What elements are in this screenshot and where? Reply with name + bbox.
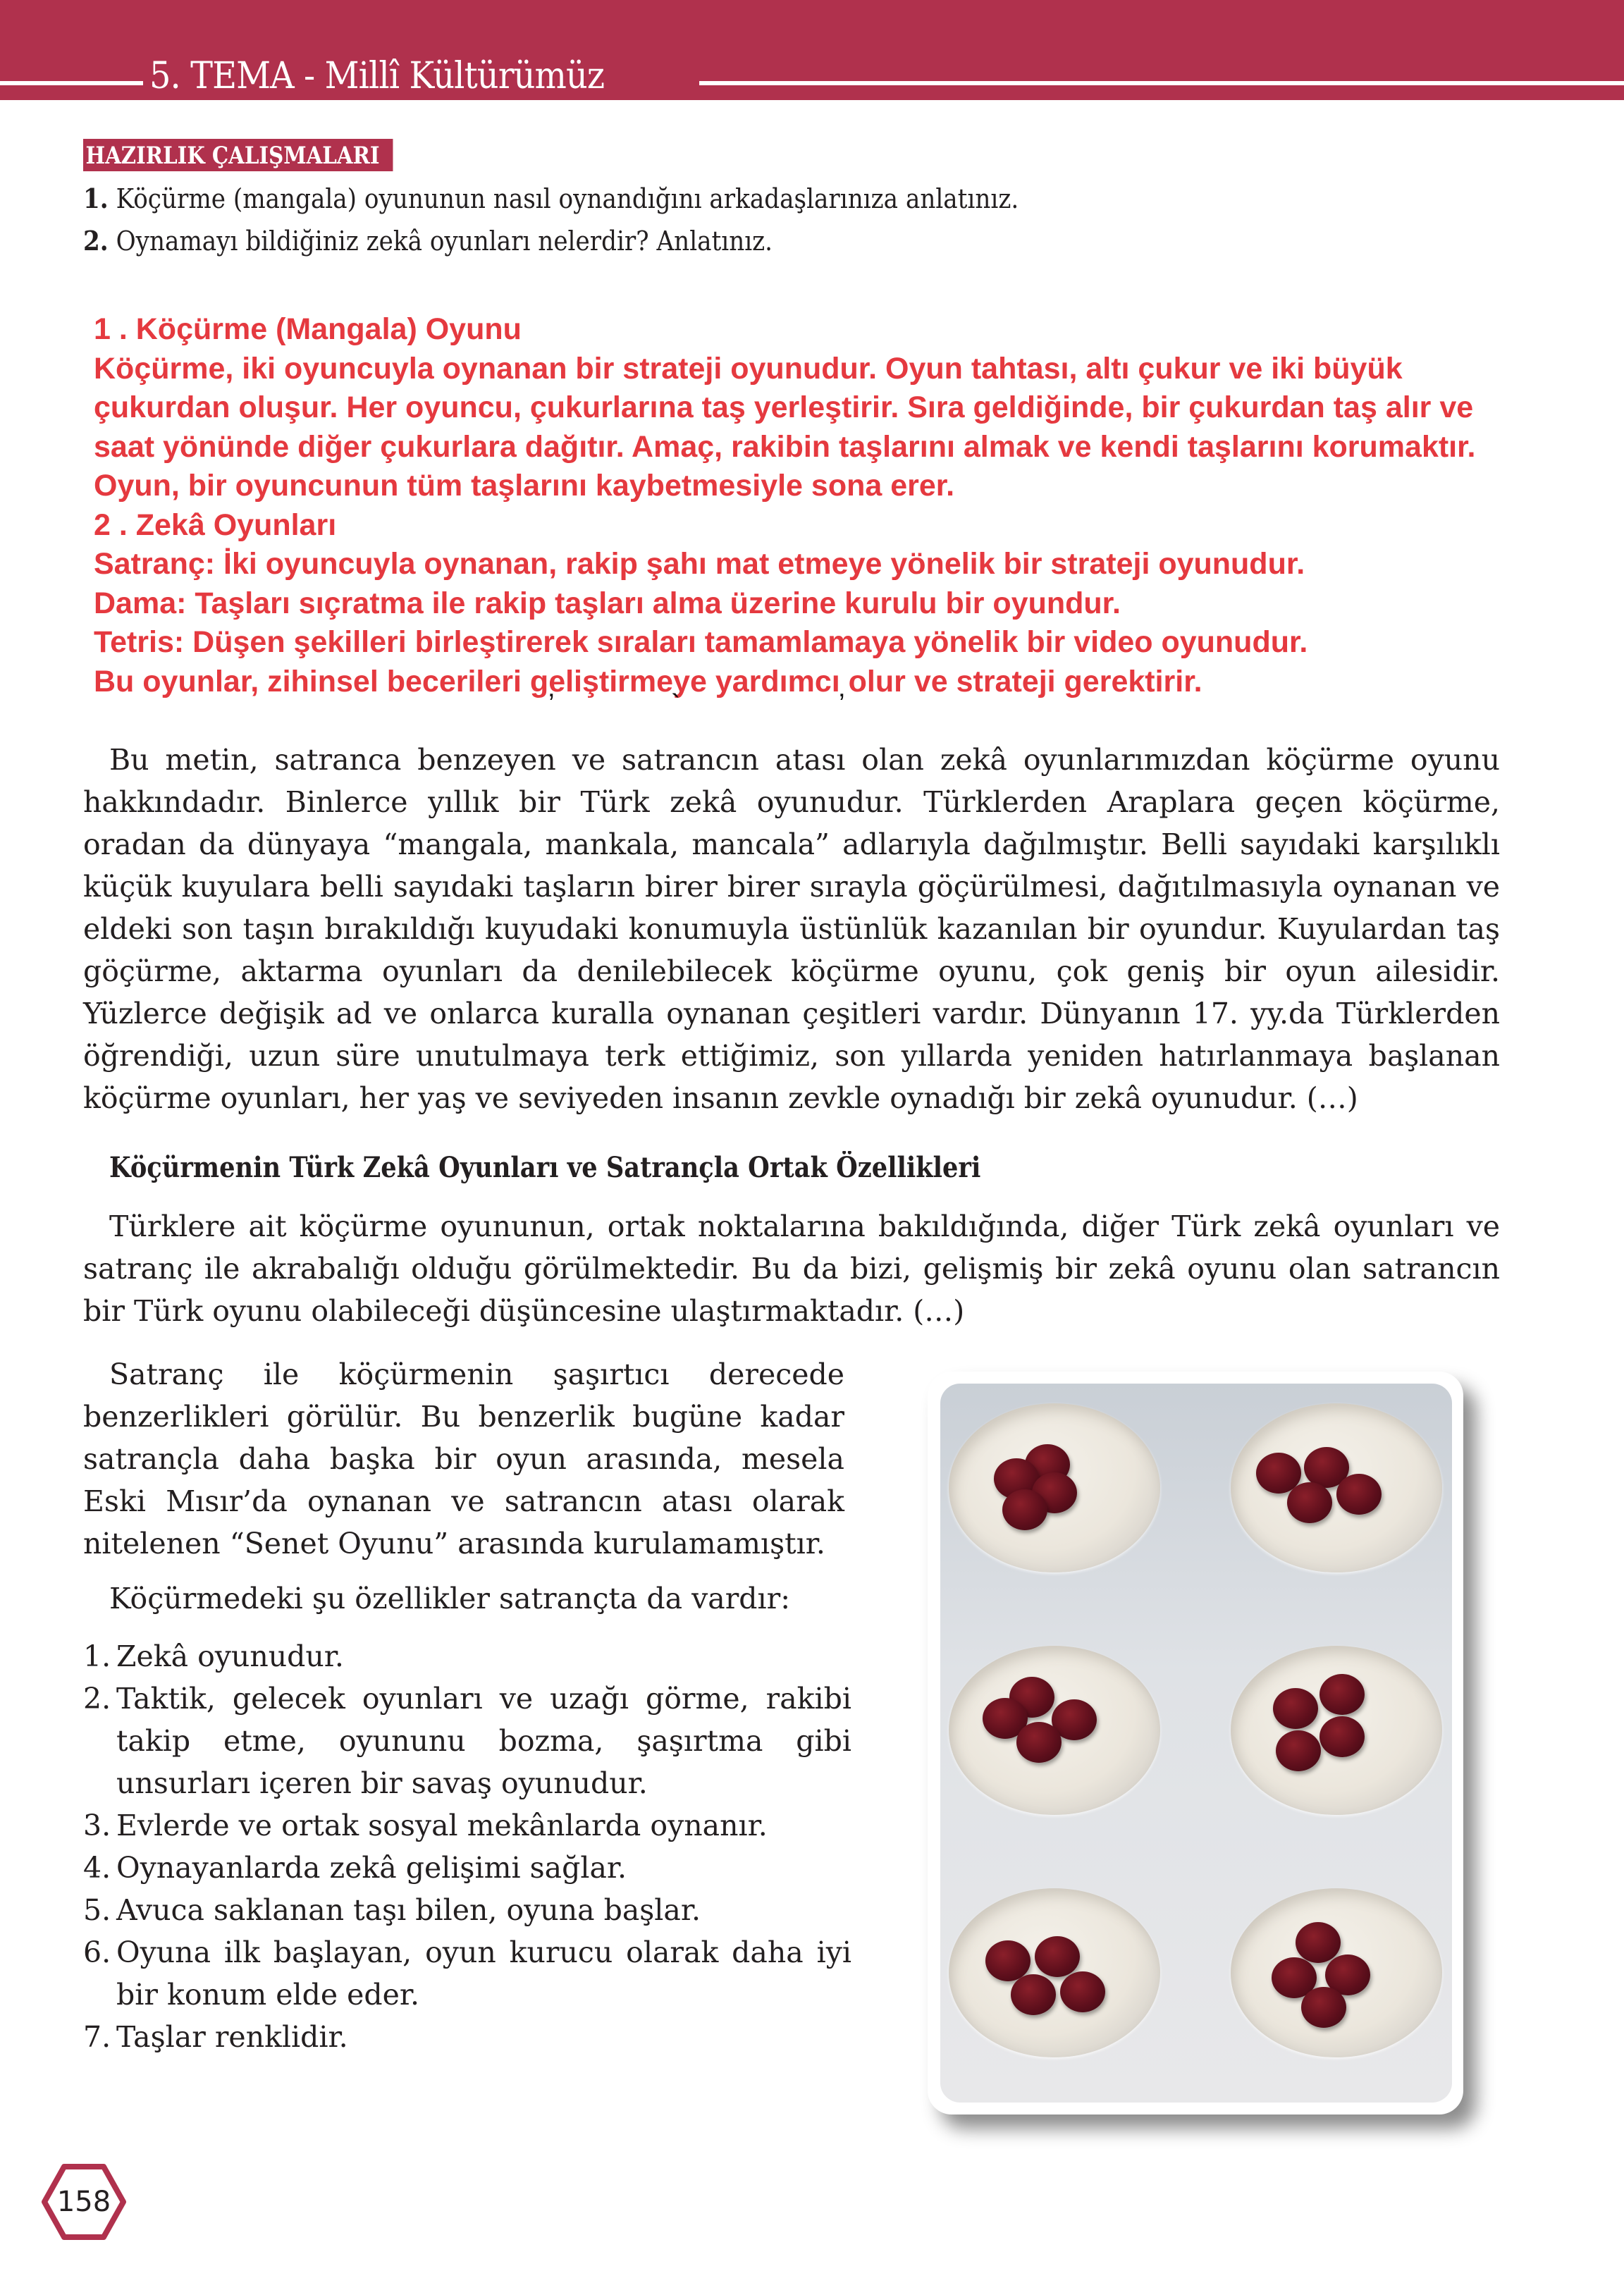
question-number: 2.	[83, 225, 109, 257]
section-heading: Köçürmenin Türk Zekâ Oyunları ve Satrançla Ortak Özellikleri	[109, 1151, 981, 1184]
preparation-question	[83, 220, 1019, 262]
feature-text: Oynayanlarda zekâ gelişimi sağlar.	[116, 1851, 627, 1885]
stone	[1035, 1936, 1080, 1977]
stone	[1287, 1482, 1332, 1523]
stone	[1320, 1716, 1365, 1757]
glyph-fragment: ʼ	[839, 689, 845, 720]
features-list	[83, 1635, 851, 2058]
stone	[1060, 1971, 1105, 2012]
feature-item	[83, 1635, 851, 1678]
stone	[1320, 1674, 1365, 1715]
answer-line: Dama: Taşları sıçratma ile rakip taşları alma üzerine kurulu bir oyundur.	[94, 586, 1121, 620]
answer-line: çukurdan oluşur. Her oyuncu, çukurlarına taş yerleştirir. Sıra geldiğinde, bir çukurdan taş alır ve	[94, 390, 1474, 424]
feature-item	[83, 1804, 851, 1847]
feature-text: Taktik, gelecek oyunları ve uzağı görme, rakibi takip etme, oyununu bozma, şaşırtma gibi unsurları içeren bir savaş oyunudur.	[116, 1682, 851, 1800]
feature-text: Taşlar renklidir.	[116, 2020, 348, 2054]
board-pit	[1231, 1888, 1442, 2057]
body-paragraph: Satranç ile köçürmenin şaşırtıcı derecede benzerlikleri görülür. Bu benzerlik bugüne kadar satrançla daha başka bir oyun arasında, mesela Eski Mısır’da oynanan ve satrancın atası olarak nitelenen “Senet Oyunu” arasında kurulamamıştır.	[83, 1358, 844, 1560]
chapter-title: 5. TEMA - Millî Kültürümüz	[149, 55, 605, 97]
preparation-questions	[83, 178, 1019, 262]
answer-line: saat yönünde diğer çukurlara dağıtır. Amaç, rakibin taşlarını almak ve kendi taşlarını korumaktır.	[94, 429, 1476, 464]
body-paragraph: Türklere ait köçürme oyununun, ortak noktalarına bakıldığında, diğer Türk zekâ oyunları ve satranç ile akrabalığı olduğu görülmektedir. Bu da bizi, gelişmiş bir zekâ oyunu olan satrancın bir Türk oyunu olabileceği düşüncesine ulaştırmaktadır. (…)	[83, 1209, 1500, 1328]
answer-heading: 2 . Zekâ Oyunları	[94, 507, 337, 542]
question-text: Oynamayı bildiğiniz zekâ oyunları nelerdir? Anlatınız.	[116, 226, 773, 257]
board-pit	[949, 1888, 1160, 2057]
stone	[1016, 1722, 1062, 1763]
glyph-fragment: `	[671, 689, 681, 720]
answer-line: Satranç: İki oyuncuyla oynanan, rakip şahı mat etmeye yönelik bir strateji oyunudur.	[94, 547, 1305, 581]
answer-block	[94, 310, 1609, 701]
preparation-label: HAZIRLIK ÇALIŞMALARI	[83, 139, 393, 171]
feature-number: 3.	[83, 1809, 111, 1842]
board-pit	[949, 1646, 1160, 1815]
stone	[1301, 1987, 1346, 2028]
header-rule-left	[0, 81, 143, 85]
answer-heading: 1 . Köçürme (Mangala) Oyunu	[94, 312, 522, 346]
stone	[985, 1940, 1031, 1981]
stone	[1011, 1974, 1056, 2015]
feature-text: Oyuna ilk başlayan, oyun kurucu olarak daha iyi bir konum elde eder.	[116, 1935, 851, 2012]
answer-line: Bu oyunlar, zihinsel becerileri geliştirmeye yardımcı olur ve strateji gerektirir.	[94, 664, 1202, 698]
page-number-badge	[40, 2162, 128, 2241]
feature-text: Avuca saklanan taşı bilen, oyuna başlar.	[116, 1893, 701, 1927]
glyph-fragment: ʼ	[548, 689, 555, 720]
list-intro: Köçürmedeki şu özellikler satrançta da vardır:	[109, 1582, 791, 1615]
stone	[1296, 1922, 1341, 1963]
feature-number: 5.	[83, 1893, 111, 1927]
stone	[1002, 1489, 1047, 1530]
photo-frame	[928, 1372, 1463, 2114]
question-number: 1.	[83, 183, 109, 214]
page-number: 158	[56, 2186, 111, 2218]
feature-item	[83, 1678, 851, 1804]
answer-line: Oyun, bir oyuncunun tüm taşlarını kaybetmesiyle sona erer.	[94, 469, 955, 503]
stone	[1273, 1688, 1318, 1729]
feature-item	[83, 1889, 851, 1931]
board-pit	[949, 1403, 1160, 1572]
board-pit	[1231, 1403, 1442, 1572]
answer-line: Tetris: Düşen şekilleri birleştirerek sıraları tamamlamaya yönelik bir video oyunudur.	[94, 625, 1308, 659]
body-paragraph: Bu metin, satranca benzeyen ve satrancın atası olan zekâ oyunlarımızdan köçürme oyunu hakkındadır. Binlerce yıllık bir Türk zekâ oyunudur. Türklerden Araplara geçen köçürme, oradan da dünyaya “mangala, mankala, mancala” adlarıyla dağılmıştır. Belli sayıdaki karşılıklı küçük kuyulara belli sayıdaki taşların birer birer sırayla göçürülmesi, dağıtılmasıyla oynanan ve eldeki son taşın bırakıldığı kuyudaki konumuyla üstünlük kazanılan bir oyundur. Kuyulardan taş göçürme, aktarma oyunları da denilebilecek köçürme oyunu, çok geniş bir oyun ailesidir. Yüzlerce değişik ad ve onlarca kuralla oynanan çeşitleri vardır. Dünyanın 17. yy.da Türklerden öğrendiği, uzun süre unutulmaya terk ettiğimiz, son yıllarda yeniden hatırlanmaya başlanan köçürme oyunları, her yaş ve seviyeden insanın zevkle oynadığı bir zekâ oyunudur. (…)	[83, 743, 1500, 1115]
question-text: Köçürme (mangala) oyununun nasıl oynandığını arkadaşlarınıza anlatınız.	[116, 183, 1019, 214]
feature-number: 6.	[83, 1935, 111, 1969]
feature-item	[83, 1847, 851, 1889]
feature-number: 2.	[83, 1682, 111, 1716]
stone	[1336, 1474, 1382, 1515]
preparation-question	[83, 178, 1019, 220]
stone	[1276, 1730, 1321, 1771]
feature-text: Zekâ oyunudur.	[116, 1639, 344, 1673]
feature-number: 4.	[83, 1851, 111, 1885]
board-pit	[1231, 1646, 1442, 1815]
feature-text: Evlerde ve ortak sosyal mekânlarda oynanır.	[116, 1809, 768, 1842]
answer-line: Köçürme, iki oyuncuyla oynanan bir strateji oyunudur. Oyun tahtası, altı çukur ve iki büyük	[94, 351, 1403, 386]
feature-number: 1.	[83, 1639, 111, 1673]
feature-item	[83, 2016, 851, 2058]
mangala-board-photo	[940, 1384, 1452, 2103]
feature-item	[83, 1931, 851, 2016]
feature-number: 7.	[83, 2020, 111, 2054]
header-rule-right	[699, 81, 1624, 85]
